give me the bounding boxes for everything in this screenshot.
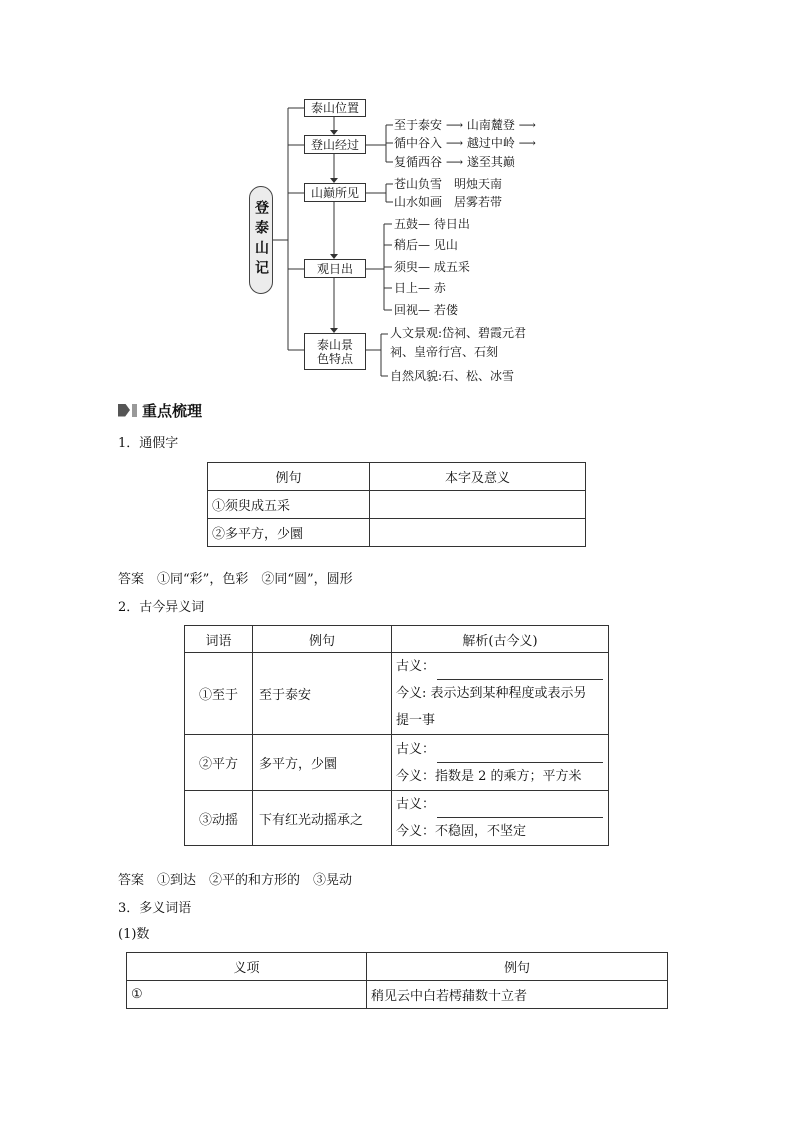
s1-cell xyxy=(370,519,586,547)
s2-modern: 今义：指数是 2 的乘方；平方米 xyxy=(396,768,582,784)
s2-answer-label: 答案 xyxy=(118,873,145,888)
s2-analysis xyxy=(392,735,609,791)
climb-step-2: 循中谷入 ⟶ 越过中岭 ⟶ xyxy=(394,136,536,150)
s2-modern: 提一事 xyxy=(396,713,436,728)
answer-blank xyxy=(437,667,603,680)
s1-cell: ②多平方，少圜 xyxy=(208,519,370,547)
s2-modern: 今义：不稳固，不坚定 xyxy=(396,824,527,839)
s3-cell: 稍见云中白若樗蒱数十立者 xyxy=(367,981,668,1009)
s2-heading: 2．古今异义词 xyxy=(118,600,205,615)
section-marker-icon xyxy=(118,404,130,417)
sunrise-stage-3: 须臾— 成五采 xyxy=(394,260,470,274)
sunrise-stage-4: 日上— 赤 xyxy=(394,281,446,295)
section-title: 重点梳理 xyxy=(142,401,203,420)
s3-cell: ① xyxy=(127,981,367,1009)
s1-cell: ①须臾成五采 xyxy=(208,491,370,519)
s1-header-meaning: 本字及意义 xyxy=(370,463,586,491)
s2-example: 多平方，少圜 xyxy=(253,735,392,791)
s2-example: 下有红光动摇承之 xyxy=(253,791,392,846)
s2-ancient-label: 古义： xyxy=(396,741,436,757)
answer-blank xyxy=(437,805,603,818)
branch-sunrise: 观日出 xyxy=(304,259,366,278)
s2-word: ③动摇 xyxy=(185,791,253,846)
s1-cell xyxy=(370,491,586,519)
s3-table xyxy=(126,952,668,1009)
s2-analysis xyxy=(392,791,609,846)
s2-ancient-label: 古义： xyxy=(396,659,436,674)
s1-answer-text: ①同“彩”，色彩 ②同“圆”，圆形 xyxy=(157,572,353,587)
s2-header-analysis: 解析(古今义) xyxy=(392,626,609,653)
s1-heading: 1．通假字 xyxy=(118,436,179,451)
sunrise-stage-5: 回视— 若偻 xyxy=(394,303,458,317)
s3-header-sense: 义项 xyxy=(127,953,367,981)
mind-map-root: 登泰山记 xyxy=(249,186,273,294)
climb-step-3: 复循西谷 ⟶ 遂至其巅 xyxy=(394,155,515,169)
s2-ancient-label: 古义： xyxy=(396,797,436,812)
s2-word: ②平方 xyxy=(185,735,253,791)
s2-answer xyxy=(118,873,352,889)
s1-answer-label: 答案 xyxy=(118,572,145,587)
s3-heading: 3．多义词语 xyxy=(118,901,192,916)
s2-table xyxy=(184,625,609,846)
s1-answer xyxy=(118,572,353,588)
s2-word: ①至于 xyxy=(185,653,253,735)
s2-header-word: 词语 xyxy=(185,626,253,653)
climb-step-1: 至于泰安 ⟶ 山南麓登 ⟶ xyxy=(394,118,536,132)
s2-example: 至于泰安 xyxy=(253,653,392,735)
branch-features: 泰山景色特点 xyxy=(304,333,366,370)
s1-header-example: 例句 xyxy=(208,463,370,491)
s2-answer-text: ①到达 ②平的和方形的 ③晃动 xyxy=(157,873,353,888)
section-header xyxy=(118,401,202,419)
feature-culture-1: 人文景观:岱祠、碧霞元君 xyxy=(390,326,527,340)
s3-subheading: (1)数 xyxy=(118,927,150,942)
feature-nature: 自然风貌:石、松、冰雪 xyxy=(390,369,515,383)
s1-table xyxy=(207,462,586,547)
s2-modern: 今义: 表示达到某种程度或表示另 xyxy=(396,686,587,701)
summit-view-2: 山水如画 居雾若带 xyxy=(394,195,503,209)
s2-analysis xyxy=(392,653,609,735)
summit-view-1: 苍山负雪 明烛天南 xyxy=(394,177,503,191)
branch-summit: 山巅所见 xyxy=(304,183,366,202)
answer-blank xyxy=(437,750,603,763)
sunrise-stage-2: 稍后— 见山 xyxy=(394,238,458,252)
branch-location: 泰山位置 xyxy=(304,99,366,117)
feature-culture-2: 祠、皇帝行宫、石刻 xyxy=(390,345,499,359)
s2-header-example: 例句 xyxy=(253,626,392,653)
section-marker-bar-icon xyxy=(132,404,137,417)
sunrise-stage-1: 五鼓— 待日出 xyxy=(394,217,470,231)
s3-header-example: 例句 xyxy=(367,953,668,981)
branch-climb: 登山经过 xyxy=(304,135,366,154)
